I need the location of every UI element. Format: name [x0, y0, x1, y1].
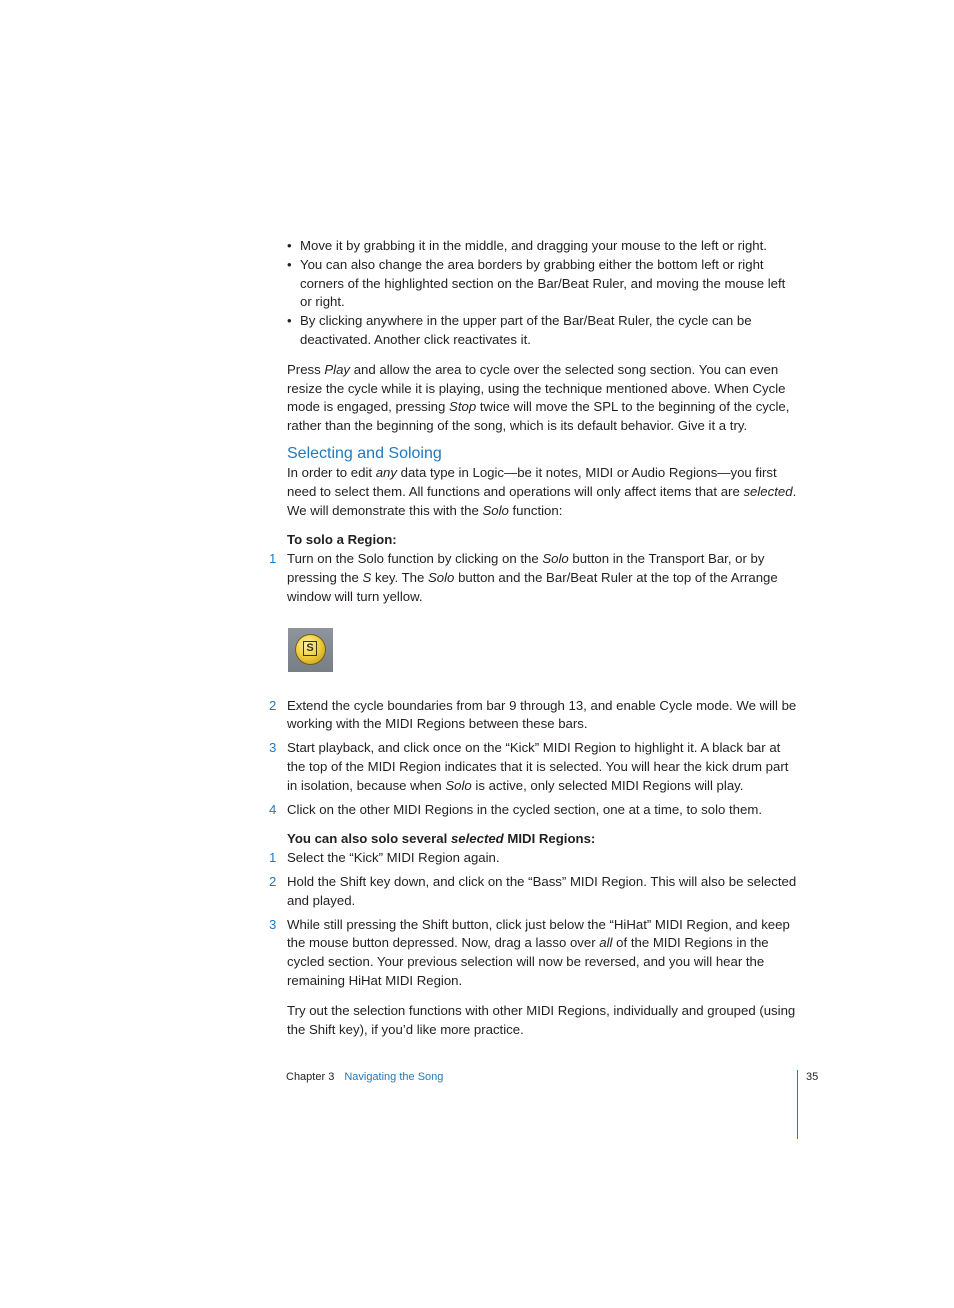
- bullet-marker: •: [287, 313, 292, 329]
- list-item: • You can also change the area borders by grabbing either the bottom left or right corners of the highlighted section on the Bar/Beat Ruler, and moving the mouse left or right.: [287, 256, 786, 310]
- footer-chapter: Chapter 3: [286, 1071, 335, 1083]
- main-content: [269, 237, 799, 1039]
- step-item: 1 Select the “Kick” MIDI Region again.: [287, 849, 799, 868]
- bullet-list: [287, 237, 799, 350]
- intro-paragraph: In order to edit any data type in Logic—be it notes, MIDI or Audio Regions—you first need to select them. All functions and operations will only affect items that are selected. We will demonstrate this with the Solo function:: [287, 464, 797, 518]
- step-item: 1 Turn on the Solo function by clicking on the Solo button in the Transport Bar, or by pressing the S key. The Solo button and the Bar/Beat Ruler at the top of the Arrange window will turn yellow.: [269, 551, 778, 604]
- steps-solo: [269, 550, 799, 606]
- step-number: 1: [269, 551, 277, 567]
- step-item: 4 Click on the other MIDI Regions in the cycled section, one at a time, to solo them.: [287, 801, 799, 820]
- cycle-paragraph: Press Play and allow the area to cycle over the selected song section. You can even resize the cycle while it is playing, using the technique mentioned above. When Cycle mode is engaged, pressing Stop twice will move the SPL to the beginning of the cycle, rather than the beginning of the song, which is its default behavior. Give it a try.: [287, 361, 790, 434]
- bullet-marker: •: [287, 238, 292, 253]
- footer-rule: [797, 1070, 798, 1139]
- step-number: 2: [269, 873, 277, 889]
- steps-solo-continued: [269, 697, 799, 820]
- step-item: 3 Start playback, and click once on the “Kick” MIDI Region to highlight it. A black bar at the top of the MIDI Region indicates that it is selected. You will hear the kick drum part in isolation, because when Solo is active, only selected MIDI Regions will play.: [269, 740, 789, 793]
- solo-button-image: [288, 628, 333, 672]
- footer-chapter-title: Navigating the Song: [344, 1071, 444, 1083]
- step-number: 1: [269, 850, 277, 866]
- closing-paragraph: Try out the selection functions with other MIDI Regions, individually and grouped (using the Shift key), if you’d like more practice.: [287, 1002, 796, 1037]
- step-number: 3: [269, 740, 277, 756]
- list-item: • By clicking anywhere in the upper part of the Bar/Beat Ruler, the cycle can be deactivated. Another click reactivates it.: [287, 313, 752, 347]
- steps-multi: [269, 849, 799, 991]
- step-item: 3 While still pressing the Shift button, click just below the “HiHat” MIDI Region, and keep the mouse button depressed. Now, drag a lasso over all of the MIDI Regions in the cycled section. Your previous selection will now be reversed, and you will hear the remaining HiHat MIDI Region.: [269, 916, 790, 988]
- step-item: 2 Hold the Shift key down, and click on the “Bass” MIDI Region. This will also be selected and played.: [269, 873, 797, 908]
- step-number: 3: [269, 916, 277, 932]
- task-title-solo: To solo a Region:: [287, 532, 397, 548]
- solo-letter: S: [303, 641, 317, 656]
- step-item: 2 Extend the cycle boundaries from bar 9 through 13, and enable Cycle mode. We will be working with the MIDI Regions between these bars.: [269, 697, 797, 732]
- page-number: 35: [806, 1071, 819, 1083]
- list-item: • Move it by grabbing it in the middle, and dragging your mouse to the left or right.: [287, 237, 799, 256]
- bullet-marker: •: [287, 256, 292, 272]
- step-number: 2: [269, 697, 277, 713]
- step-number: 4: [269, 801, 277, 817]
- page-footer: [286, 1070, 443, 1084]
- task-title-multi: You can also solo several selected MIDI Regions:: [287, 831, 596, 847]
- section-heading: Selecting and Soloing: [287, 444, 442, 462]
